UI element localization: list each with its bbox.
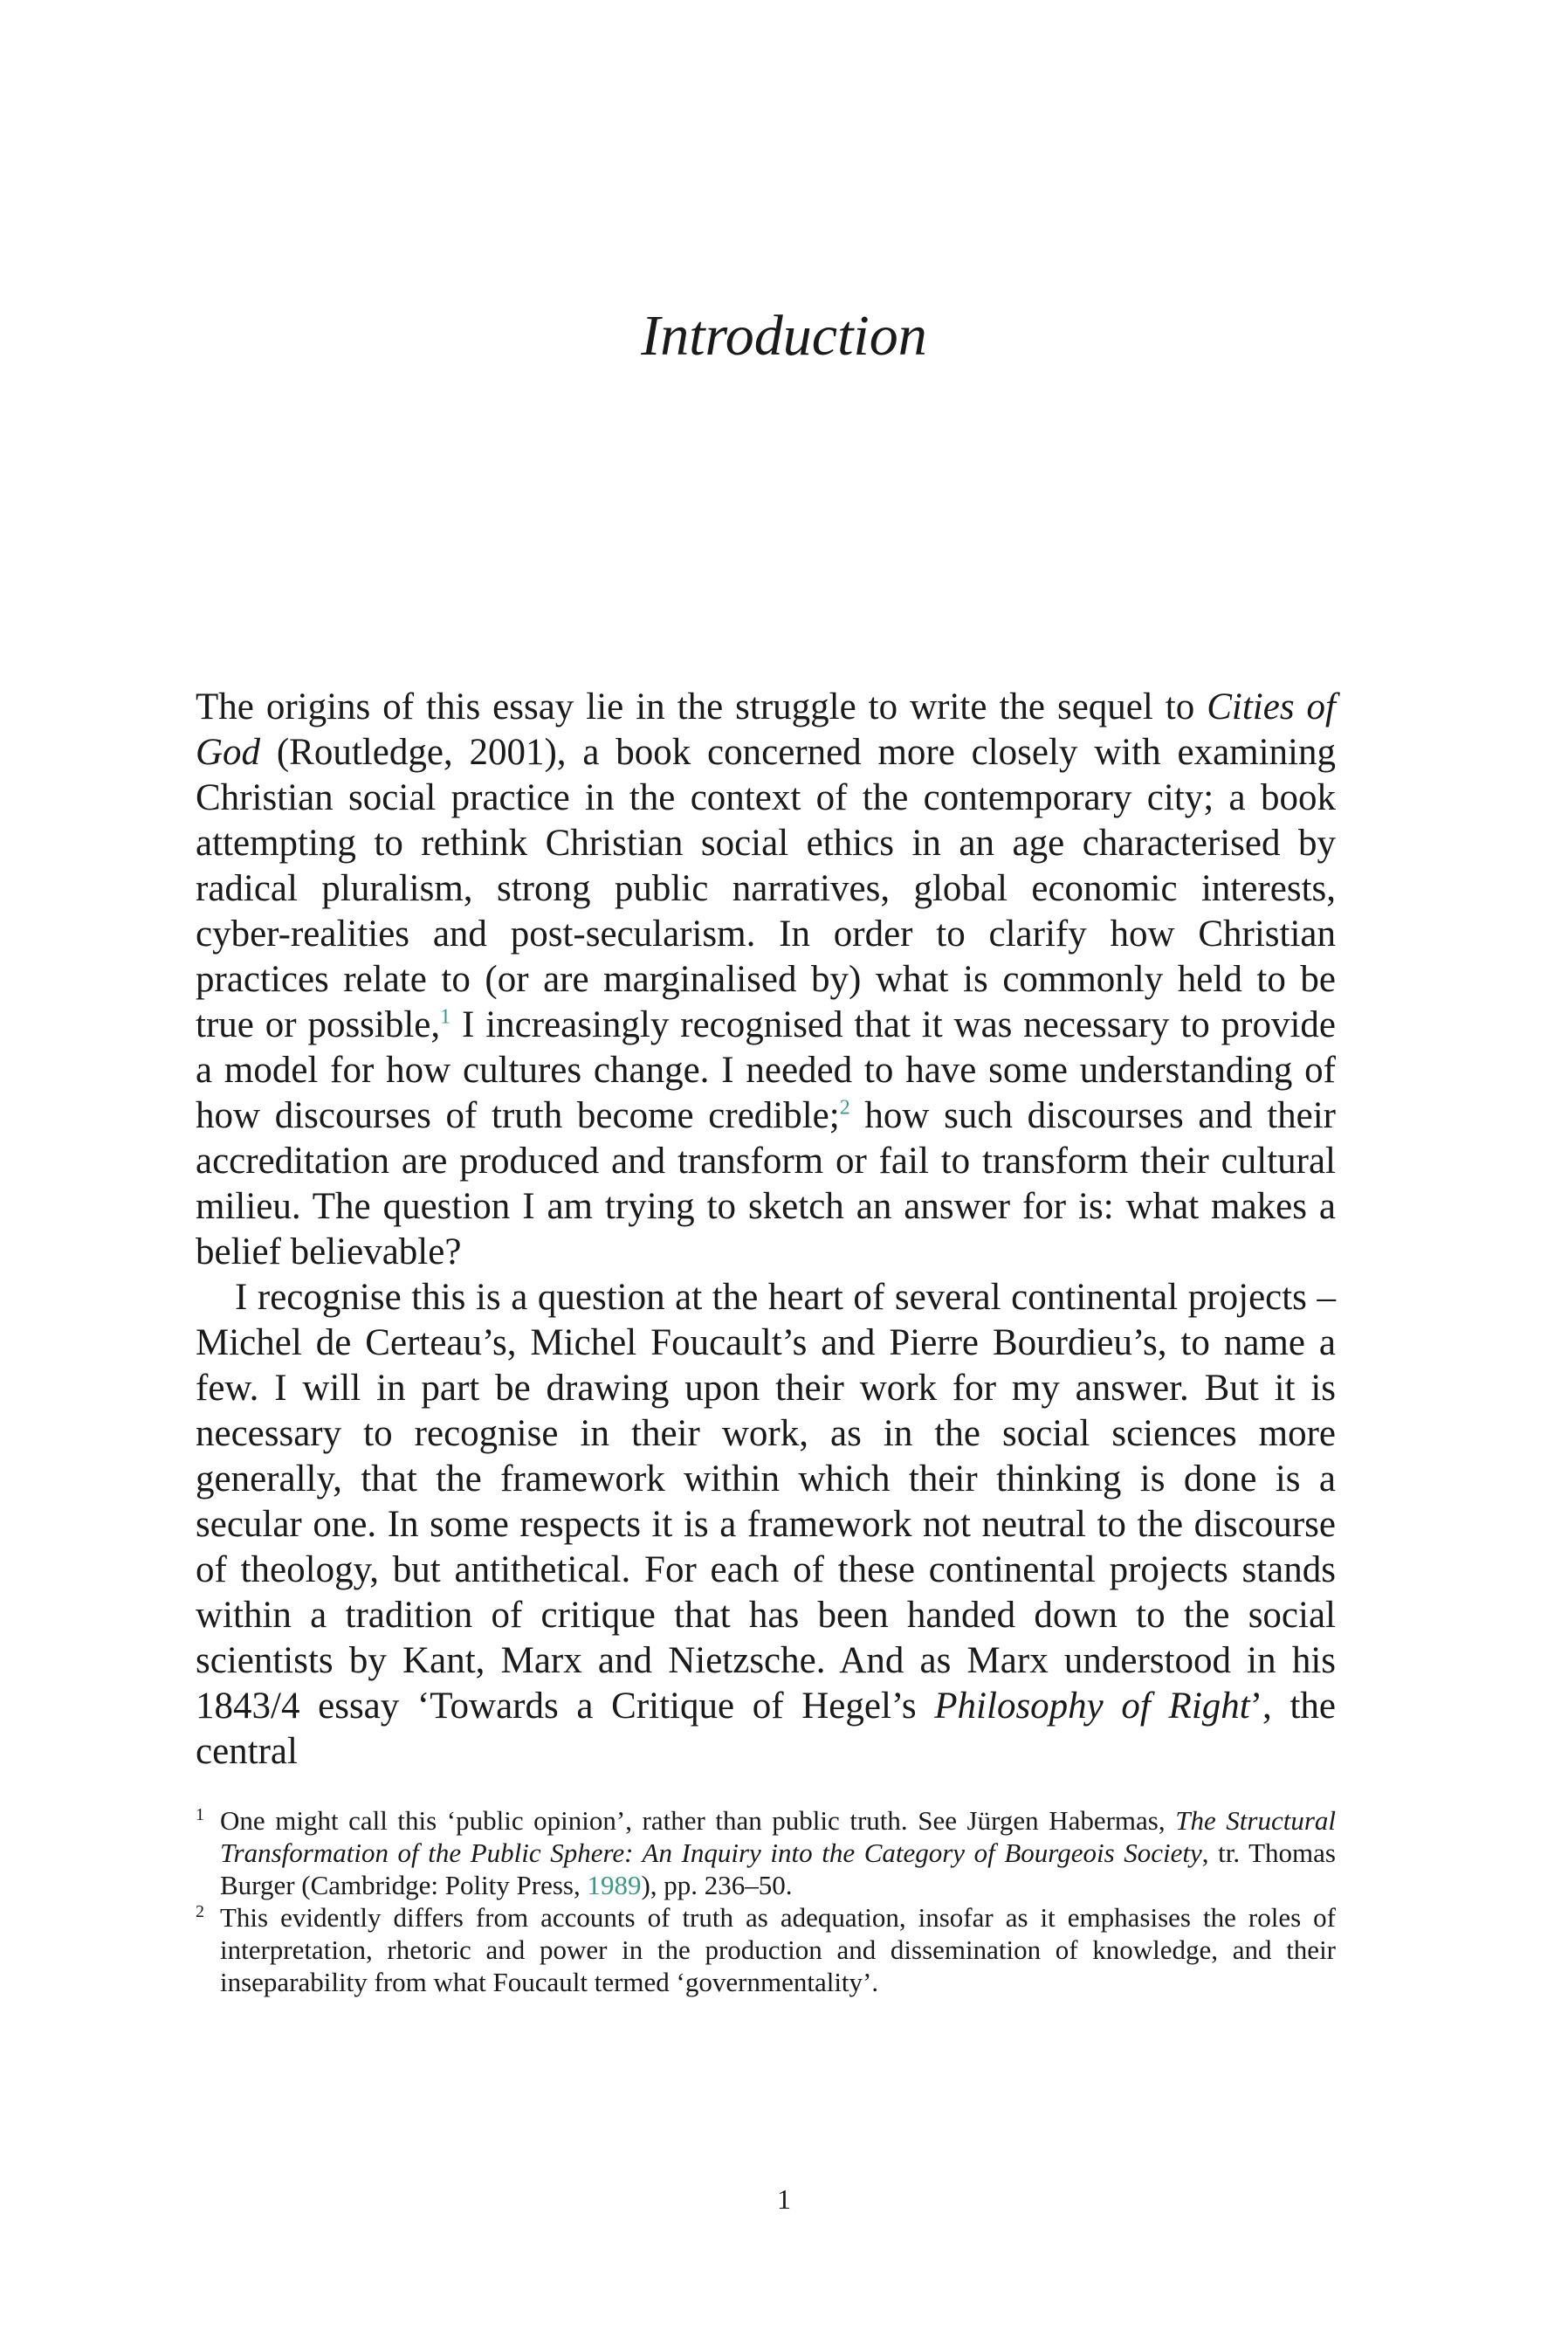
paragraph-1 xyxy=(196,685,1336,1275)
paragraph-2 xyxy=(196,1275,1336,1775)
footnote-2 xyxy=(196,1901,1336,1998)
paragraph-1-text-c: (Routledge, 2001), a book concerned more closely with examining Christian social practice in the context of the contemporary city; a book attempting to rethink Christian social ethics in an age characterised by radical pluralism, strong public narratives, global economic interests, cyber-realities and post-secularism. In order to clarify how Christian practices relate to (or are marginalised by) what is commonly held to be true or possible, xyxy=(196,732,1336,1045)
paragraph-1-text-d: I increasingly recognised that it was necessary to provide a model for how cultures change. I needed to have some understanding of how discourses of truth become credible; xyxy=(196,1004,1336,1136)
footnote-ref-2[interactable]: 2 xyxy=(839,1096,850,1120)
book-title-cities-of-god: Cities of God xyxy=(196,686,1336,773)
footnote-2-number: 2 xyxy=(196,1902,204,1921)
paragraph-1-text-e: how such discourses and their accreditation are produced and transform or fail to transform their cultural milieu. The question I am trying to sketch an answer for is: what makes a belief believable? xyxy=(196,1095,1336,1272)
body-text xyxy=(196,685,1336,1775)
footnote-1-book-title: The Structural Transformation of the Public Sphere: An Inquiry into the Category of Bourgeois Society xyxy=(220,1805,1336,1868)
footnote-1 xyxy=(196,1804,1336,1901)
paragraph-2-text-c: ’, the central xyxy=(196,1686,1336,1772)
footnote-1-text-a: One might call this ‘public opinion’, rather than public truth. See Jürgen Habermas, xyxy=(220,1805,1176,1836)
footnote-2-text: This evidently differs from accounts of truth as adequation, insofar as it emphasises the roles of interpretation, rhetoric and power in the production and dissemination of knowledge, and their inseparability from what Foucault termed ‘governmentality’. xyxy=(220,1902,1336,1997)
paragraph-2-text-a: I recognise this is a question at the heart of several continental projects – Michel de Certeau’s, Michel Foucault’s and Pierre Bourdieu’s, to name a few. I will in part be drawing upon their work for my answer. But it is necessary to recognise in their work, as in the social sciences more generally, that the framework within which their thinking is done is a secular one. In some respects it is a framework not neutral to the discourse of theology, but antithetical. For each of these continental projects stands within a tradition of critique that has been handed down to the social scientists by Kant, Marx and Nietzsche. And as Marx understood in his 1843/4 essay ‘Towards a Critique of Hegel’s xyxy=(196,1277,1336,1727)
footnote-ref-1[interactable]: 1 xyxy=(440,1005,451,1029)
citation-year-link[interactable]: 1989 xyxy=(587,1870,642,1900)
work-title-philosophy-of-right: Philosophy of Right xyxy=(934,1686,1250,1727)
paragraph-1-text-a: The origins of this essay lie in the struggle to write the sequel to xyxy=(196,686,1207,727)
footnotes xyxy=(196,1804,1336,1998)
page-number: 1 xyxy=(777,2183,791,2215)
footnote-1-number: 1 xyxy=(196,1805,204,1824)
footnote-1-text-c: , tr. Thomas Burger (Cambridge: Polity Press, xyxy=(220,1837,1336,1900)
footnote-1-text-d: ), pp. 236–50. xyxy=(641,1870,793,1900)
chapter-title: Introduction xyxy=(641,304,927,368)
